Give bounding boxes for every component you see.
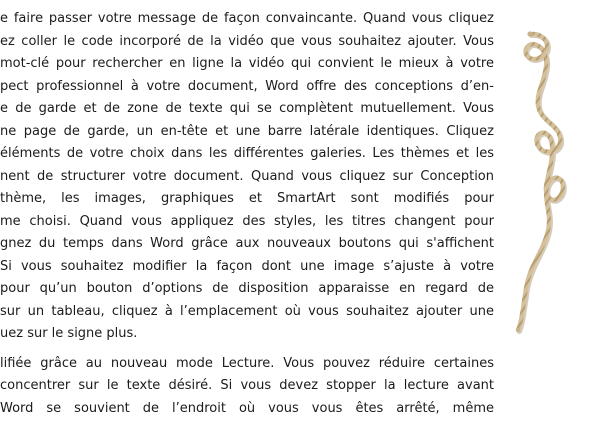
text-line: thème, les images, graphiques et SmartArt sont modifiés pour [0, 191, 494, 206]
text-line: uez sur le signe plus. [0, 326, 138, 341]
text-line: e de garde et de zone de texte qui se complètent mutuellement. Vous [0, 101, 494, 116]
text-line: pect professionnel à votre document, Word offre des conceptions d’en- [0, 78, 494, 94]
text-line: nent de structurer votre document. Quand vous cliquez sur Conception [0, 168, 494, 184]
rope-end-knot [527, 31, 532, 36]
text-line: sur un tableau, cliquez à l’emplacement où vous souhaitez ajouter une [0, 303, 494, 319]
text-line: me choisi. Quand vous appliquez des styles, les titres changent pour [0, 213, 494, 229]
text-line: concentrer sur le texte désiré. Si vous devez stopper la lecture avant [0, 378, 494, 393]
text-line: Word se souvient de l’endroit où vous vous êtes arrêté, même [0, 400, 494, 416]
text-line: e faire passer votre message de façon convaincante. Quand vous cliquez [0, 11, 494, 26]
text-line: lifiée grâce au nouveau mode Lecture. Vous pouvez réduire certaines [0, 355, 494, 371]
document-body [0, 8, 494, 420]
rope-body [518, 34, 563, 330]
text-line: ez coller le code incorporé de la vidéo que vous souhaitez ajouter. Vous [0, 33, 494, 49]
paragraph-1 [0, 8, 494, 346]
text-line: Si vous souhaitez modifier la façon dont une image s’ajuste à votre [0, 258, 494, 274]
text-line: éléments de votre choix dans les différentes galeries. Les thèmes et les [0, 146, 494, 161]
text-line: pour qu’un bouton d’options de disposition apparaisse en regard de [0, 281, 494, 296]
rope-icon [508, 26, 578, 336]
paragraph-spacing [0, 346, 494, 353]
paragraph-2 [0, 353, 494, 421]
text-line: mot-clé pour rechercher en ligne la vidéo qui convient le mieux à votre [0, 56, 494, 71]
text-line: ne page de garde, un en-tête et une barre latérale identiques. Cliquez [0, 123, 494, 139]
rope-tail-end [516, 328, 520, 332]
text-line: gnez du temps dans Word grâce aux nouveaux boutons qui s'affichent [0, 236, 494, 251]
